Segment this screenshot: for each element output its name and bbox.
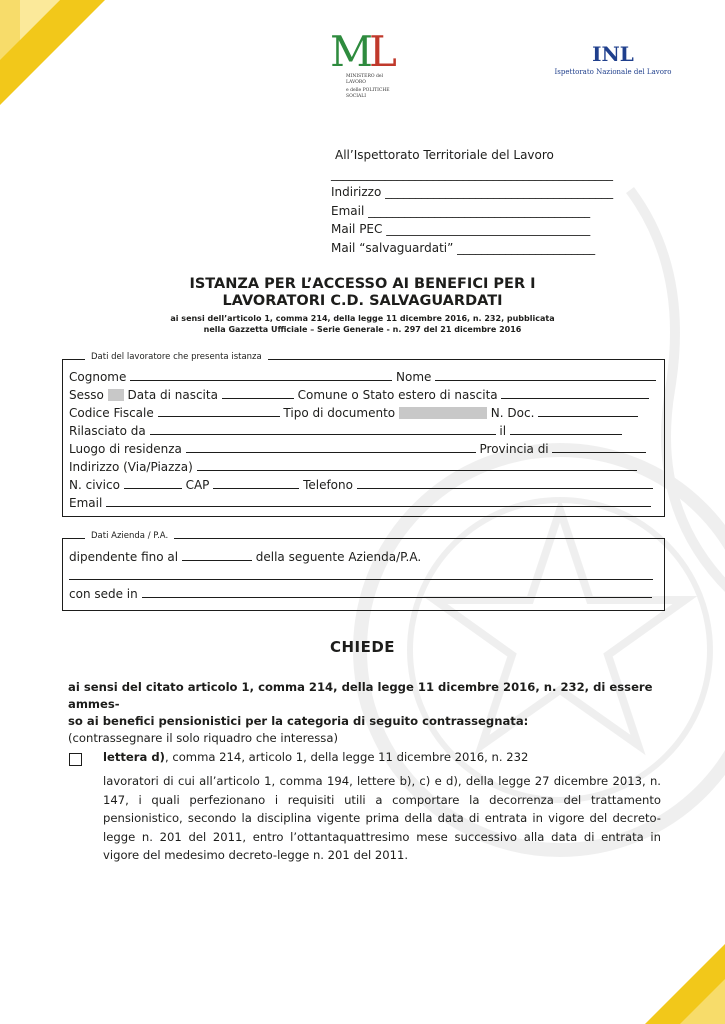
row-email [69, 495, 651, 510]
sede-label: con sede in [69, 587, 138, 601]
nome-field[interactable] [435, 369, 656, 381]
dipendente-fino-field[interactable] [182, 549, 252, 561]
codice-fiscale-field[interactable] [158, 405, 280, 417]
option-d-label-rest: , comma 214, articolo 1, della legge 11 dicembre 2016, n. 232 [164, 750, 529, 764]
row-issued [69, 423, 622, 438]
rilasciato-label: Rilasciato da [69, 424, 146, 438]
email-label: Email [69, 496, 103, 510]
row-birth [69, 387, 649, 402]
corner-decoration-top-left [0, 0, 110, 110]
row-company-seat [69, 586, 652, 601]
row-employment [69, 549, 421, 564]
luogo-residenza-label: Luogo di residenza [69, 442, 182, 456]
comune-nascita-label: Comune o Stato estero di nascita [297, 388, 498, 402]
cognome-label: Cognome [69, 370, 127, 384]
row-residence [69, 441, 646, 456]
codice-fiscale-label: Codice Fiscale [69, 406, 154, 420]
recipient-pec-field[interactable]: Mail PEC __________________________________ [331, 222, 591, 237]
option-d-label-bold: lettera d) [103, 750, 165, 764]
title-sub-2: nella Gazzetta Ufficiale – Serie Generale - n. 297 del 21 dicembre 2016 [203, 325, 522, 334]
email-field[interactable] [106, 495, 651, 507]
option-d-description: lavoratori di cui all’articolo 1, comma 194, lettere b), c) e d), della legge 27 dicembre 2013, n. 147, i quali perfezionano i requisiti utili a comportare la decorrenza del trattamento pensionistico, secondo la disciplina vigente prima della data di entrata in vigore del decreto-legge n. 201 del 2011, entro l’ottantaquattresimo mese successivo alla data di entrata in vigore del medesimo decreto-legge n. 201 del 2011. [103, 774, 661, 862]
tipo-documento-field[interactable] [399, 407, 487, 419]
recipient-salvaguardati-field[interactable]: Mail “salvaguardati” _______________________ [331, 240, 596, 255]
azienda-field[interactable] [69, 568, 653, 580]
civico-field[interactable] [124, 477, 182, 489]
sesso-label: Sesso [69, 388, 104, 402]
row-address [69, 459, 637, 474]
cognome-field[interactable] [130, 369, 392, 381]
dipendente-label: dipendente fino al [69, 550, 179, 564]
option-d-checkbox[interactable] [69, 753, 82, 766]
luogo-residenza-field[interactable] [186, 441, 476, 453]
form-title [100, 276, 625, 335]
option-d-label [103, 750, 528, 764]
request-intro [68, 679, 660, 747]
n-doc-field[interactable] [538, 405, 638, 417]
telefono-label: Telefono [303, 478, 353, 492]
row-name [69, 369, 656, 384]
company-section-legend: Dati Azienda / P.A. [85, 531, 174, 541]
indirizzo-field[interactable] [197, 459, 637, 471]
il-label: il [499, 424, 507, 438]
indirizzo-label: Indirizzo (Via/Piazza) [69, 460, 193, 474]
sesso-field[interactable] [108, 389, 124, 401]
intro-bold-line-2: so ai benefici pensionistici per la categoria di seguito contrassegnata: [68, 714, 529, 728]
title-sub-1: ai sensi dell’articolo 1, comma 214, della legge 11 dicembre 2016, n. 232, pubblicata [170, 314, 555, 323]
intro-bold-line-1: ai sensi del citato articolo 1, comma 214, della legge 11 dicembre 2016, n. 232, di essere ammes- [68, 680, 653, 711]
title-line-1: ISTANZA PER L’ACCESSO AI BENEFICI PER I [189, 276, 536, 292]
ministry-logo-caption-1: MINISTERO del LAVORO [346, 74, 383, 85]
worker-data-section [62, 352, 665, 517]
chiede-heading: CHIEDE [329, 638, 396, 656]
provincia-label: Provincia di [479, 442, 549, 456]
company-data-section [62, 531, 665, 611]
logo-letter-m: M [330, 27, 370, 76]
inl-name: Ispettorato Nazionale del Lavoro [554, 68, 672, 76]
n-doc-label: N. Doc. [490, 406, 535, 420]
ministry-logo-caption-2: e delle POLITICHE SOCIALI [346, 88, 390, 99]
comune-nascita-field[interactable] [501, 387, 649, 399]
nome-label: Nome [396, 370, 432, 384]
intro-note: (contrassegnare il solo riquadro che interessa) [68, 731, 338, 745]
ministry-logo [330, 27, 400, 100]
data-nascita-label: Data di nascita [127, 388, 218, 402]
cap-field[interactable] [213, 477, 299, 489]
cap-label: CAP [185, 478, 210, 492]
inl-logo-mark: INL [592, 42, 634, 66]
data-nascita-field[interactable] [222, 387, 294, 399]
inl-logo [548, 42, 678, 76]
rilasciato-field[interactable] [150, 423, 496, 435]
row-company-name [69, 568, 653, 583]
row-document [69, 405, 638, 420]
title-line-2: LAVORATORI C.D. SALVAGUARDATI [222, 293, 503, 309]
telefono-field[interactable] [357, 477, 653, 489]
azienda-label: della seguente Azienda/P.A. [255, 550, 422, 564]
recipient-line-2[interactable]: _______________________________________________ [331, 166, 613, 181]
logo-letter-l: L [369, 27, 393, 76]
il-field[interactable] [510, 423, 622, 435]
recipient-block [331, 146, 613, 258]
worker-section-legend: Dati del lavoratore che presenta istanza [85, 352, 268, 362]
provincia-field[interactable] [552, 441, 646, 453]
row-contact [69, 477, 653, 492]
recipient-email-field[interactable]: Email _____________________________________ [331, 203, 591, 218]
tipo-documento-label: Tipo di documento [283, 406, 396, 420]
sede-field[interactable] [142, 586, 652, 598]
civico-label: N. civico [69, 478, 120, 492]
recipient-address-field[interactable]: Indirizzo ______________________________________ [331, 185, 614, 200]
recipient-line-1: All’Ispettorato Territoriale del Lavoro [335, 148, 554, 162]
